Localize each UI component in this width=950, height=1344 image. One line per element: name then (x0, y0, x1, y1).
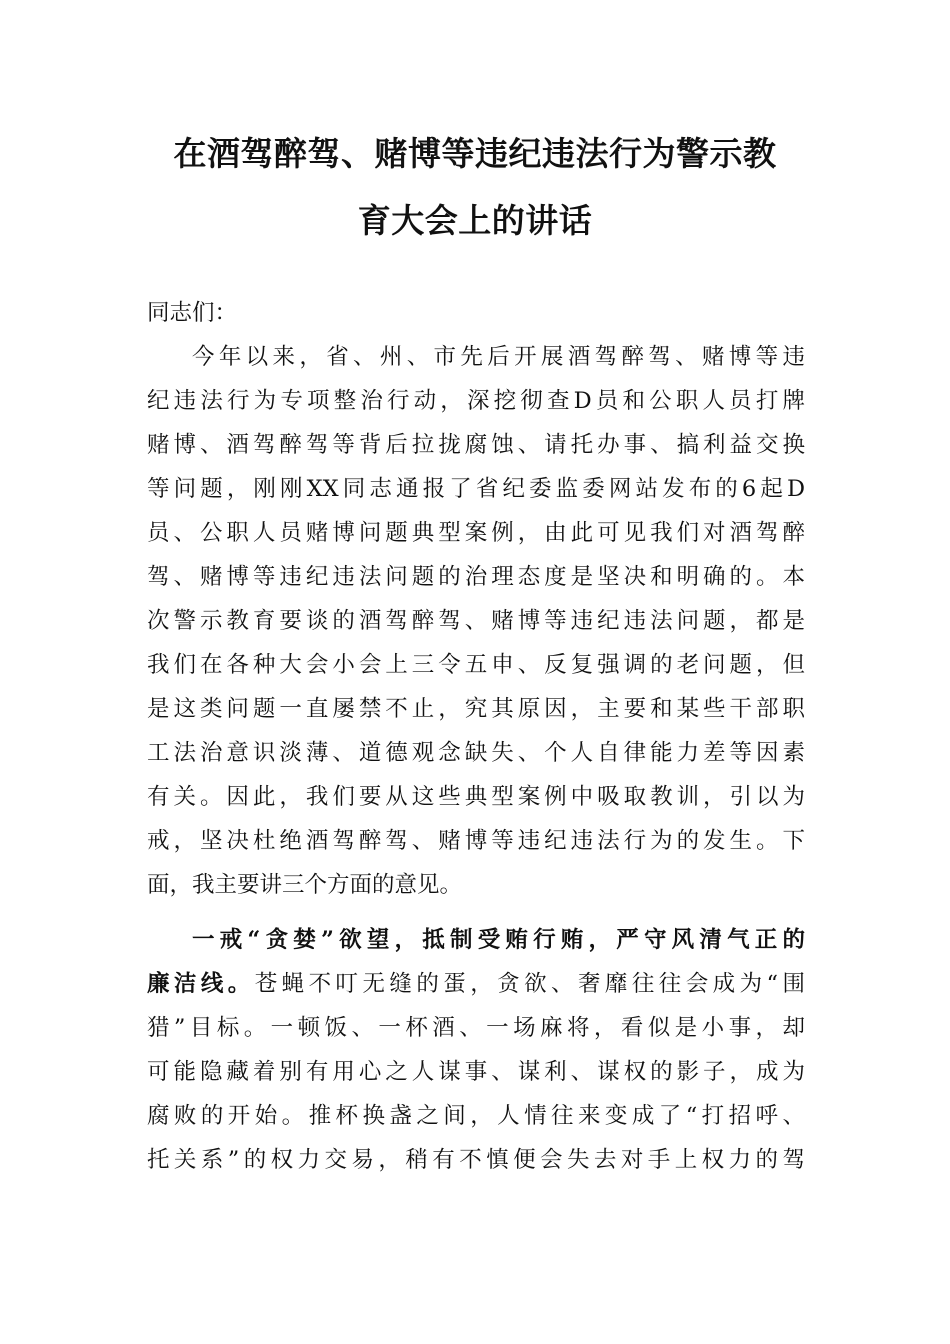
text-segment: 面，我主要讲三个方面的意见。 (147, 872, 463, 898)
text-segment: 驾、赌博等违纪违法问题的治理态度是坚决和明确的。本 (147, 564, 805, 590)
text-segment: 等问题，刚刚XX同志通报了省纪委监委网站发布的6起D (147, 476, 805, 502)
text-segment: 赌博、酒驾醉驾等背后拉拢腐蚀、请托办事、搞利益交换 (147, 432, 805, 458)
text-line (147, 826, 805, 856)
document-title-line-1: 在酒驾醉驾、赌博等违纪违法行为警示教 (173, 134, 777, 173)
text-segment: 腐败的开始。推杯换盏之间，人情往来变成了“打招呼、 (147, 1103, 805, 1129)
text-line (147, 474, 805, 504)
text-line (147, 562, 805, 592)
text-segment: 可能隐藏着别有用心之人谋事、谋利、谋权的影子，成为 (147, 1059, 805, 1085)
text-line (147, 606, 805, 636)
text-line (147, 782, 805, 812)
text-line (147, 386, 805, 416)
text-line (147, 1145, 805, 1175)
text-segment: 我们在各种大会小会上三令五申、反复强调的老问题，但 (147, 652, 805, 678)
bold-text: 一戒“贪婪”欲望，抵制受贿行贿，严守风清气正的 (192, 927, 805, 953)
text-line (147, 870, 805, 900)
text-segment: 是这类问题一直屡禁不止，究其原因，主要和某些干部职 (147, 696, 805, 722)
text-line (192, 925, 805, 955)
text-line (147, 430, 805, 460)
text-line (147, 518, 805, 548)
text-segment: 纪违法行为专项整治行动，深挖彻查D员和公职人员打牌 (147, 388, 805, 414)
text-segment: 员、公职人员赌博问题典型案例，由此可见我们对酒驾醉 (147, 520, 805, 546)
text-line (147, 1057, 805, 1087)
text-line (147, 1101, 805, 1131)
salutation: 同志们： (147, 300, 238, 326)
text-line (147, 738, 805, 768)
text-segment: 今年以来，省、州、市先后开展酒驾醉驾、赌博等违 (192, 344, 805, 370)
text-segment: 次警示教育要谈的酒驾醉驾、赌博等违纪违法问题，都是 (147, 608, 805, 634)
text-segment: 苍蝇不叮无缝的蛋，贪欲、奢靡往往会成为“围 (254, 971, 805, 997)
bold-text: 廉洁线。 (147, 971, 255, 997)
text-line (192, 342, 805, 372)
text-segment: 戒，坚决杜绝酒驾醉驾、赌博等违纪违法行为的发生。下 (147, 828, 805, 854)
text-segment: 有关。因此，我们要从这些典型案例中吸取教训，引以为 (147, 784, 805, 810)
text-line (147, 969, 805, 999)
text-segment: 托关系”的权力交易，稍有不慎便会失去对手上权力的驾 (147, 1147, 805, 1173)
text-line (147, 650, 805, 680)
text-segment: 工法治意识淡薄、道德观念缺失、个人自律能力差等因素 (147, 740, 805, 766)
document-title-line-2: 育大会上的讲话 (357, 201, 593, 240)
text-line (147, 694, 805, 724)
text-line (147, 1013, 805, 1043)
text-segment: 猎”目标。一顿饭、一杯酒、一场麻将，看似是小事，却 (147, 1015, 805, 1041)
